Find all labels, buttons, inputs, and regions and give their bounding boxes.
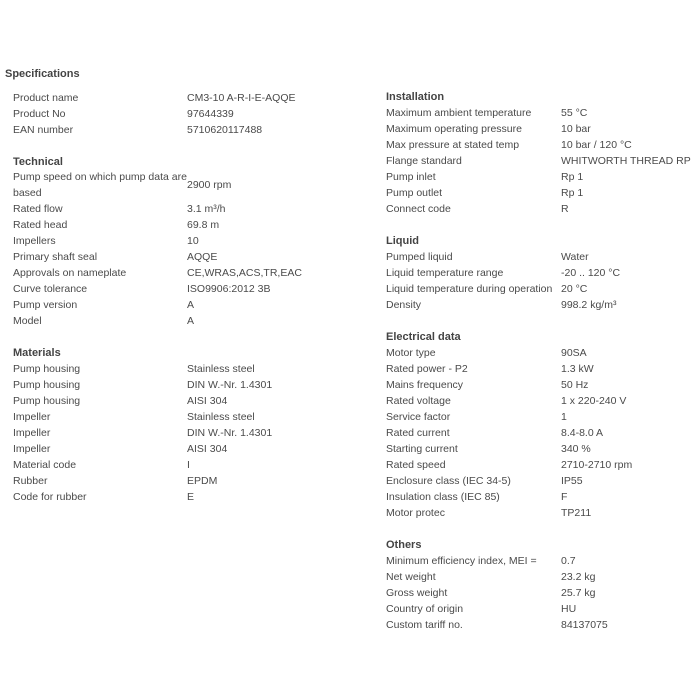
section-heading: Liquid: [386, 235, 419, 247]
spec-row: [13, 90, 368, 106]
spec-row: [386, 361, 696, 377]
spec-value: TP211: [561, 507, 592, 519]
spec-label: Rated voltage: [386, 395, 451, 407]
spec-label: Primary shaft seal: [13, 251, 98, 263]
spec-label: Mains frequency: [386, 379, 464, 391]
spec-label: Pump housing: [13, 395, 81, 407]
spec-label: Maximum ambient temperature: [386, 107, 532, 119]
spec-value: A: [187, 299, 195, 311]
section-heading: Materials: [13, 347, 61, 359]
spec-row: [386, 153, 696, 169]
spec-label: Gross weight: [386, 587, 448, 599]
spec-label: Custom tariff no.: [386, 619, 463, 631]
section-heading: Installation: [386, 91, 445, 103]
spec-label: Service factor: [386, 411, 451, 423]
spec-label: Country of origin: [386, 603, 464, 615]
spec-row: [13, 122, 368, 138]
spec-row: [386, 377, 696, 393]
spec-row: [386, 169, 696, 185]
spec-row: [13, 473, 368, 489]
spec-row: [13, 170, 368, 201]
spec-value: 50 Hz: [561, 379, 589, 391]
spec-row: [386, 489, 696, 505]
spec-value: I: [187, 459, 190, 471]
spec-section-others: [386, 521, 696, 633]
spec-value: 69.8 m: [187, 219, 220, 231]
spec-label: Maximum operating pressure: [386, 123, 522, 135]
spec-row: [386, 297, 696, 313]
spec-row: [386, 345, 696, 361]
page-title: Specifications: [5, 68, 80, 80]
spec-value: 20 °C: [561, 283, 588, 295]
spec-value: WHITWORTH THREAD RP: [561, 155, 691, 167]
spec-value: AQQE: [187, 251, 218, 263]
spec-value: 3.1 m³/h: [187, 203, 226, 215]
spec-label: Motor type: [386, 347, 436, 359]
spec-value: 23.2 kg: [561, 571, 596, 583]
spec-row: [386, 409, 696, 425]
spec-row: [13, 297, 368, 313]
spec-label: Code for rubber: [13, 491, 87, 503]
spec-label: Flange standard: [386, 155, 462, 167]
spec-row: [386, 393, 696, 409]
spec-value: EPDM: [187, 475, 218, 487]
spec-value: Water: [561, 251, 589, 263]
spec-value: 1 x 220-240 V: [561, 395, 627, 407]
spec-label: Connect code: [386, 203, 451, 215]
spec-value: DIN W.-Nr. 1.4301: [187, 427, 273, 439]
spec-row: [13, 425, 368, 441]
spec-row: [386, 249, 696, 265]
spec-row: [386, 473, 696, 489]
section-heading: Technical: [13, 156, 63, 168]
spec-row: [13, 313, 368, 329]
spec-label: Pump housing: [13, 363, 81, 375]
spec-value: 25.7 kg: [561, 587, 596, 599]
section-spacer: [386, 313, 696, 329]
spec-value: F: [561, 491, 568, 503]
spec-value: 8.4-8.0 A: [561, 427, 604, 439]
spec-label: Pumped liquid: [386, 251, 453, 263]
spec-row: [386, 569, 696, 585]
spec-value: HU: [561, 603, 577, 615]
spec-row: [386, 185, 696, 201]
spec-value: 84137075: [561, 619, 608, 631]
spec-label: Starting current: [386, 443, 458, 455]
spec-row: [13, 201, 368, 217]
spec-label: Curve tolerance: [13, 283, 88, 295]
spec-value: 55 °C: [561, 107, 588, 119]
spec-value: 1.3 kW: [561, 363, 594, 375]
section-spacer: [386, 521, 696, 537]
spec-label: Liquid temperature during operation: [386, 283, 553, 295]
spec-label: Impeller: [13, 427, 51, 439]
spec-value: Stainless steel: [187, 363, 255, 375]
spec-row: [13, 217, 368, 233]
spec-value: 97644339: [187, 108, 234, 120]
spec-label: Enclosure class (IEC 34-5): [386, 475, 511, 487]
spec-label: Impeller: [13, 411, 51, 423]
specs-left-column: [13, 90, 368, 505]
spec-row: [386, 505, 696, 521]
spec-label: Pump inlet: [386, 171, 436, 183]
spec-row: [386, 553, 696, 569]
spec-value: Rp 1: [561, 187, 584, 199]
spec-row: [13, 441, 368, 457]
spec-value: -20 .. 120 °C: [561, 267, 621, 279]
spec-row: [386, 457, 696, 473]
spec-label: Pump version: [13, 299, 78, 311]
spec-value: 10 bar: [561, 123, 591, 135]
spec-value: CM3-10 A-R-I-E-AQQE: [187, 92, 296, 104]
spec-label: Impellers: [13, 235, 56, 247]
spec-row: [13, 249, 368, 265]
spec-row: [13, 281, 368, 297]
section-spacer: [13, 138, 368, 154]
spec-value: DIN W.-Nr. 1.4301: [187, 379, 273, 391]
spec-value: 0.7: [561, 555, 576, 567]
section-heading: Electrical data: [386, 331, 461, 343]
specs-right-column: [386, 89, 696, 633]
spec-value: 2900 rpm: [187, 179, 232, 191]
spec-label: Rated head: [13, 219, 68, 231]
spec-section-general: [13, 90, 368, 138]
spec-label: Product No: [13, 108, 66, 120]
spec-label: Pump outlet: [386, 187, 443, 199]
spec-label: Max pressure at stated temp: [386, 139, 520, 151]
spec-label: Motor protec: [386, 507, 445, 519]
spec-value: R: [561, 203, 569, 215]
spec-row: [13, 265, 368, 281]
spec-row: [13, 377, 368, 393]
spec-label: Rated power - P2: [386, 363, 468, 375]
spec-row: [13, 489, 368, 505]
spec-value: 5710620117488: [187, 124, 263, 136]
spec-label: Rated speed: [386, 459, 446, 471]
spec-section-liquid: [386, 217, 696, 313]
spec-row: [386, 201, 696, 217]
spec-row: [386, 265, 696, 281]
spec-value: ISO9906:2012 3B: [187, 283, 271, 295]
spec-section-electrical-data: [386, 313, 696, 521]
spec-section-installation: [386, 89, 696, 217]
spec-label: Minimum efficiency index, MEI =: [386, 555, 537, 567]
spec-label: Product name: [13, 92, 79, 104]
spec-label: Pump speed on which pump data are based: [13, 171, 187, 199]
spec-value: 10 bar / 120 °C: [561, 139, 632, 151]
section-heading: Others: [386, 539, 422, 551]
spec-row: [386, 105, 696, 121]
spec-value: Rp 1: [561, 171, 584, 183]
spec-label: Material code: [13, 459, 77, 471]
spec-row: [386, 137, 696, 153]
spec-row: [386, 281, 696, 297]
spec-row: [386, 585, 696, 601]
spec-value: IP55: [561, 475, 583, 487]
spec-section-materials: [13, 329, 368, 505]
spec-row: [13, 106, 368, 122]
spec-row: [13, 233, 368, 249]
spec-label: Approvals on nameplate: [13, 267, 127, 279]
spec-value: AISI 304: [187, 395, 228, 407]
spec-label: Pump housing: [13, 379, 81, 391]
spec-label: Insulation class (IEC 85): [386, 491, 500, 503]
spec-label: Impeller: [13, 443, 51, 455]
spec-label: Net weight: [386, 571, 436, 583]
spec-label: EAN number: [13, 124, 74, 136]
spec-row: [13, 457, 368, 473]
spec-row: [386, 425, 696, 441]
spec-value: A: [187, 315, 195, 327]
spec-value: 2710-2710 rpm: [561, 459, 633, 471]
section-spacer: [386, 217, 696, 233]
spec-label: Rated flow: [13, 203, 63, 215]
spec-value: Stainless steel: [187, 411, 255, 423]
spec-row: [386, 601, 696, 617]
spec-label: Liquid temperature range: [386, 267, 504, 279]
spec-section-technical: [13, 138, 368, 329]
spec-value: 998.2 kg/m³: [561, 299, 617, 311]
spec-value: CE,WRAS,ACS,TR,EAC: [187, 267, 302, 279]
spec-label: Density: [386, 299, 422, 311]
spec-row: [386, 441, 696, 457]
spec-label: Rubber: [13, 475, 48, 487]
spec-value: E: [187, 491, 195, 503]
spec-row: [13, 409, 368, 425]
spec-row: [386, 617, 696, 633]
spec-value: 1: [561, 411, 567, 423]
spec-row: [13, 393, 368, 409]
spec-value: AISI 304: [187, 443, 228, 455]
spec-value: 10: [187, 235, 199, 247]
spec-value: 340 %: [561, 443, 591, 455]
spec-label: Model: [13, 315, 42, 327]
section-spacer: [13, 329, 368, 345]
spec-label: Rated current: [386, 427, 450, 439]
spec-row: [386, 121, 696, 137]
spec-row: [13, 361, 368, 377]
spec-value: 90SA: [561, 347, 587, 359]
